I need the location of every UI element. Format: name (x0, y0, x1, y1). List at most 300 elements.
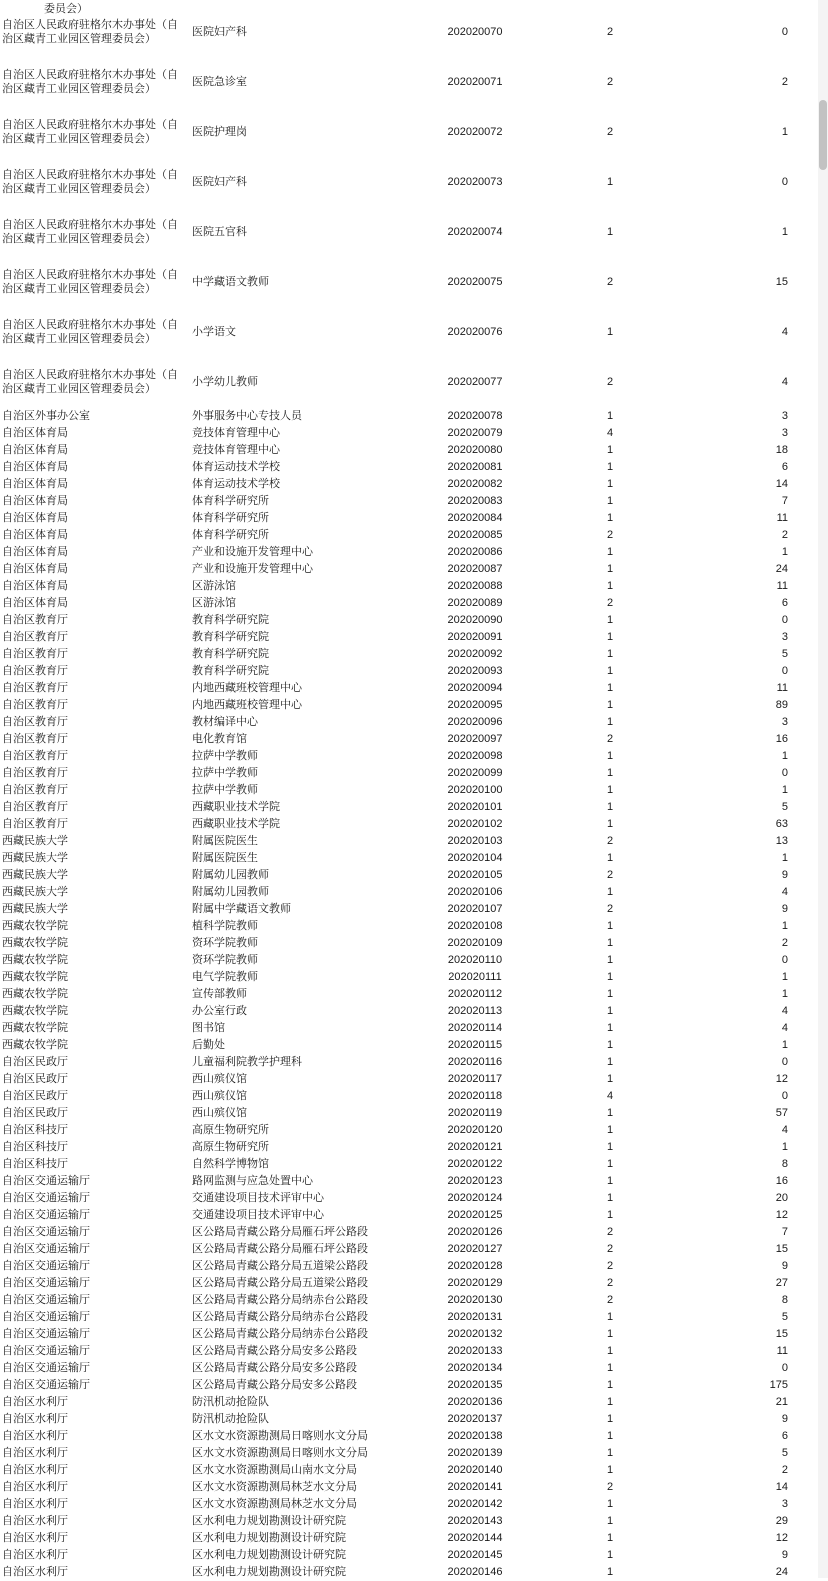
table-row (0, 1309, 790, 1326)
cell-plan: 2 (606, 596, 614, 609)
cell-code: 202020070 (447, 26, 503, 39)
cell-post: 教育科学研究院 (192, 613, 269, 626)
cell-plan: 2 (606, 1293, 614, 1306)
cell-apply: 0 (781, 953, 788, 966)
cell-unit: 西藏农牧学院 (2, 970, 68, 983)
table-row (0, 1411, 790, 1428)
table-row (0, 1547, 790, 1564)
cell-unit: 自治区教育厅 (2, 783, 68, 796)
cell-unit: 自治区教育厅 (2, 749, 68, 762)
table-row (0, 578, 790, 595)
cell-unit: 自治区教育厅 (2, 766, 68, 779)
cell-post: 高原生物研究所 (192, 1140, 269, 1153)
cell-unit: 西藏农牧学院 (2, 953, 68, 966)
cell-code: 202020105 (447, 868, 503, 881)
cell-plan: 2 (606, 902, 614, 915)
cell-apply: 7 (781, 1225, 788, 1238)
cell-code: 202020127 (447, 1242, 503, 1255)
cell-unit: 自治区水利厅 (2, 1514, 68, 1527)
cell-post: 医院五官科 (192, 226, 247, 239)
cell-unit: 西藏农牧学院 (2, 936, 68, 949)
cell-apply: 9 (781, 902, 788, 915)
cell-post: 区水文水资源勘测局日喀则水文分局 (192, 1446, 368, 1459)
cell-plan: 1 (606, 749, 614, 762)
cell-apply: 4 (781, 1123, 788, 1136)
cell-code: 202020144 (447, 1531, 503, 1544)
table-row (0, 493, 790, 510)
cell-code: 202020109 (447, 936, 503, 949)
cell-plan: 1 (606, 1429, 614, 1442)
cell-code: 202020124 (447, 1191, 503, 1204)
cell-unit: 自治区交通运输厅 (2, 1225, 90, 1238)
cell-code: 202020091 (447, 630, 503, 643)
table-row (0, 918, 790, 935)
table-row (0, 527, 790, 544)
cell-apply: 8 (781, 1157, 788, 1170)
table-row (0, 935, 790, 952)
cell-unit: 自治区体育局 (2, 511, 68, 524)
cell-post: 电气学院教师 (192, 970, 258, 983)
cell-plan: 1 (606, 953, 614, 966)
cell-apply: 1 (781, 987, 788, 1000)
cell-plan: 1 (606, 1327, 614, 1340)
cell-unit: 自治区水利厅 (2, 1446, 68, 1459)
cell-plan: 1 (606, 1021, 614, 1034)
cell-unit: 自治区交通运输厅 (2, 1344, 90, 1357)
cell-post: 区游泳馆 (192, 596, 236, 609)
table-row (0, 765, 790, 782)
table-row (0, 108, 790, 158)
cell-code: 202020142 (447, 1497, 503, 1510)
table-row (0, 510, 790, 527)
cell-plan: 2 (606, 126, 614, 139)
cell-apply: 6 (781, 596, 788, 609)
cell-apply: 3 (781, 630, 788, 643)
cell-post: 西山殡仪馆 (192, 1089, 247, 1102)
cell-plan: 1 (606, 1055, 614, 1068)
cell-code: 202020114 (447, 1021, 503, 1034)
cell-post: 医院护理岗 (192, 126, 247, 139)
cell-plan: 1 (606, 715, 614, 728)
cell-unit: 自治区交通运输厅 (2, 1361, 90, 1374)
cell-plan: 1 (606, 783, 614, 796)
cell-plan: 2 (606, 1225, 614, 1238)
cell-post: 区水利电力规划勘测设计研究院 (192, 1565, 346, 1578)
cell-plan: 1 (606, 647, 614, 660)
cell-plan: 1 (606, 1038, 614, 1051)
cell-unit: 自治区教育厅 (2, 681, 68, 694)
cell-plan: 2 (606, 76, 614, 89)
table-row (0, 629, 790, 646)
table-row (0, 969, 790, 986)
recruitment-table (0, 8, 790, 1581)
table-row (0, 544, 790, 561)
cell-unit: 自治区水利厅 (2, 1548, 68, 1561)
cell-plan: 2 (606, 376, 614, 389)
cell-apply: 1 (781, 545, 788, 558)
table-row (0, 1513, 790, 1530)
cell-unit: 自治区人民政府驻格尔木办事处（自治区藏青工业园区管理委员会） (2, 69, 178, 95)
scrollbar-thumb[interactable] (819, 100, 827, 170)
cell-apply: 1 (781, 126, 788, 139)
cell-plan: 1 (606, 1446, 614, 1459)
table-row (0, 408, 790, 425)
cell-apply: 4 (781, 376, 788, 389)
cell-unit: 自治区体育局 (2, 426, 68, 439)
cell-unit: 自治区体育局 (2, 443, 68, 456)
cell-plan: 2 (606, 1242, 614, 1255)
table-row (0, 1207, 790, 1224)
cell-code: 202020138 (447, 1429, 503, 1442)
cell-unit: 自治区教育厅 (2, 630, 68, 643)
cell-plan: 1 (606, 1514, 614, 1527)
table-row (0, 884, 790, 901)
cell-plan: 1 (606, 698, 614, 711)
cell-code: 202020086 (447, 545, 503, 558)
cell-post: 西山殡仪馆 (192, 1072, 247, 1085)
table-row (0, 1224, 790, 1241)
cell-apply: 0 (781, 766, 788, 779)
table-body (0, 8, 790, 1581)
cell-apply: 15 (775, 1242, 788, 1255)
cell-post: 区公路局青藏公路分局雁石坪公路段 (192, 1225, 368, 1238)
cell-apply: 16 (775, 1174, 788, 1187)
cell-post: 植科学院教师 (192, 919, 258, 932)
cell-unit: 自治区交通运输厅 (2, 1378, 90, 1391)
cell-unit: 自治区体育局 (2, 562, 68, 575)
cell-apply: 2 (781, 1463, 788, 1476)
cell-plan: 1 (606, 664, 614, 677)
cell-post: 区水利电力规划勘测设计研究院 (192, 1531, 346, 1544)
cell-post: 区公路局青藏公路分局纳赤台公路段 (192, 1310, 368, 1323)
cell-code: 202020125 (447, 1208, 503, 1221)
cell-unit: 自治区人民政府驻格尔木办事处（自治区藏青工业园区管理委员会） (2, 319, 178, 345)
cell-apply: 14 (775, 1480, 788, 1493)
cell-post: 内地西藏班校管理中心 (192, 698, 302, 711)
vertical-scrollbar[interactable] (818, 0, 828, 1578)
table-row (0, 612, 790, 629)
table-row (0, 1190, 790, 1207)
cell-post: 交通建设项目技术评审中心 (192, 1191, 324, 1204)
table-row (0, 663, 790, 680)
cell-code: 202020083 (447, 494, 503, 507)
cell-plan: 1 (606, 1531, 614, 1544)
cell-apply: 11 (776, 681, 788, 694)
cell-plan: 1 (606, 1361, 614, 1374)
cell-plan: 2 (606, 834, 614, 847)
cell-apply: 12 (775, 1531, 788, 1544)
cell-plan: 1 (606, 545, 614, 558)
cell-unit: 西藏农牧学院 (2, 1038, 68, 1051)
cell-unit: 自治区交通运输厅 (2, 1191, 90, 1204)
cell-post: 体育科学研究所 (192, 494, 269, 507)
cell-plan: 1 (606, 1106, 614, 1119)
cell-code: 202020073 (447, 176, 503, 189)
cell-code: 202020080 (447, 443, 503, 456)
table-row (0, 425, 790, 442)
cell-unit: 自治区水利厅 (2, 1565, 68, 1578)
cell-code: 202020079 (447, 426, 503, 439)
table-row (0, 1037, 790, 1054)
cell-plan: 1 (606, 800, 614, 813)
cell-post: 资环学院教师 (192, 953, 258, 966)
table-row (0, 1326, 790, 1343)
cell-code: 202020094 (447, 681, 503, 694)
cell-unit: 自治区人民政府驻格尔木办事处（自治区藏青工业园区管理委员会） (2, 269, 178, 295)
table-row (0, 595, 790, 612)
cell-apply: 15 (775, 276, 788, 289)
cell-apply: 3 (781, 426, 788, 439)
cell-code: 202020108 (447, 919, 503, 932)
cell-code: 202020074 (447, 226, 503, 239)
cell-plan: 1 (606, 970, 614, 983)
cell-code: 202020100 (447, 783, 503, 796)
cell-unit: 西藏民族大学 (2, 851, 68, 864)
cell-code: 202020132 (447, 1327, 503, 1340)
cell-post: 高原生物研究所 (192, 1123, 269, 1136)
cell-plan: 1 (606, 1378, 614, 1391)
cell-code: 202020119 (447, 1106, 503, 1119)
cell-plan: 1 (606, 579, 614, 592)
cell-plan: 1 (606, 511, 614, 524)
table-row (0, 1139, 790, 1156)
table-row (0, 1258, 790, 1275)
table-row (0, 1173, 790, 1190)
cell-post: 教育科学研究院 (192, 647, 269, 660)
cell-apply: 29 (775, 1514, 788, 1527)
cell-unit: 西藏农牧学院 (2, 1021, 68, 1034)
cell-code: 202020098 (447, 749, 503, 762)
cell-unit: 自治区教育厅 (2, 698, 68, 711)
cell-post: 体育运动技术学校 (192, 460, 280, 473)
cell-unit: 自治区水利厅 (2, 1531, 68, 1544)
cell-code: 202020141 (447, 1480, 503, 1493)
cell-code: 202020121 (447, 1140, 503, 1153)
cell-apply: 1 (781, 851, 788, 864)
cell-code: 202020099 (447, 766, 503, 779)
cell-plan: 1 (606, 1463, 614, 1476)
table-row (0, 1445, 790, 1462)
cell-post: 教材编译中心 (192, 715, 258, 728)
cell-post: 教育科学研究院 (192, 664, 269, 677)
cell-plan: 1 (606, 443, 614, 456)
table-row (0, 1275, 790, 1292)
cell-plan: 1 (606, 630, 614, 643)
cell-plan: 1 (606, 176, 614, 189)
table-row (0, 1241, 790, 1258)
cell-post: 竞技体育管理中心 (192, 426, 280, 439)
cell-apply: 11 (776, 1344, 788, 1357)
cell-apply: 0 (781, 1089, 788, 1102)
table-row (0, 476, 790, 493)
table-row (0, 1360, 790, 1377)
cell-post: 拉萨中学教师 (192, 766, 258, 779)
cell-post: 医院妇产科 (192, 26, 247, 39)
cell-plan: 1 (606, 936, 614, 949)
clipped-row-continuation: 委员会） (44, 3, 88, 15)
cell-code: 202020134 (447, 1361, 503, 1374)
cell-apply: 18 (775, 443, 788, 456)
cell-unit: 自治区交通运输厅 (2, 1174, 90, 1187)
cell-unit: 自治区交通运输厅 (2, 1327, 90, 1340)
cell-apply: 7 (781, 494, 788, 507)
cell-apply: 3 (781, 715, 788, 728)
cell-apply: 1 (781, 919, 788, 932)
cell-apply: 1 (781, 783, 788, 796)
cell-plan: 1 (606, 1395, 614, 1408)
cell-unit: 自治区人民政府驻格尔木办事处（自治区藏青工业园区管理委员会） (2, 369, 178, 395)
table-row (0, 1088, 790, 1105)
cell-plan: 1 (606, 1344, 614, 1357)
cell-plan: 2 (606, 732, 614, 745)
cell-apply: 1 (781, 749, 788, 762)
cell-unit: 自治区体育局 (2, 528, 68, 541)
cell-unit: 自治区交通运输厅 (2, 1242, 90, 1255)
table-row (0, 1071, 790, 1088)
cell-unit: 自治区水利厅 (2, 1395, 68, 1408)
cell-code: 202020145 (447, 1548, 503, 1561)
cell-post: 资环学院教师 (192, 936, 258, 949)
table-row (0, 901, 790, 918)
cell-post: 后勤处 (192, 1038, 225, 1051)
cell-plan: 1 (606, 987, 614, 1000)
cell-unit: 西藏农牧学院 (2, 919, 68, 932)
cell-plan: 2 (606, 276, 614, 289)
table-row (0, 748, 790, 765)
table-row (0, 1394, 790, 1411)
cell-apply: 89 (775, 698, 788, 711)
cell-unit: 西藏农牧学院 (2, 987, 68, 1000)
cell-apply: 1 (781, 1140, 788, 1153)
cell-unit: 自治区人民政府驻格尔木办事处（自治区藏青工业园区管理委员会） (2, 169, 178, 195)
cell-post: 小学语文 (192, 326, 236, 339)
cell-plan: 1 (606, 1208, 614, 1221)
cell-apply: 21 (775, 1395, 788, 1408)
cell-apply: 0 (781, 1361, 788, 1374)
table-row (0, 1479, 790, 1496)
table-row (0, 258, 790, 308)
cell-code: 202020084 (447, 511, 503, 524)
cell-unit: 自治区外事办公室 (2, 409, 90, 422)
cell-code: 202020101 (447, 800, 503, 813)
cell-post: 附属幼儿园教师 (192, 868, 269, 881)
table-row (0, 442, 790, 459)
table-row (0, 1292, 790, 1309)
cell-unit: 自治区体育局 (2, 460, 68, 473)
cell-unit: 自治区体育局 (2, 494, 68, 507)
cell-apply: 1 (781, 1038, 788, 1051)
cell-post: 拉萨中学教师 (192, 783, 258, 796)
cell-post: 小学幼儿教师 (192, 376, 258, 389)
cell-apply: 6 (781, 460, 788, 473)
table-row (0, 1105, 790, 1122)
cell-apply: 13 (775, 834, 788, 847)
cell-apply: 0 (781, 664, 788, 677)
cell-unit: 自治区交通运输厅 (2, 1293, 90, 1306)
cell-post: 体育科学研究所 (192, 528, 269, 541)
cell-post: 区公路局青藏公路分局五道梁公路段 (192, 1259, 368, 1272)
cell-apply: 24 (775, 562, 788, 575)
cell-plan: 1 (606, 851, 614, 864)
cell-plan: 1 (606, 1548, 614, 1561)
cell-code: 202020071 (447, 76, 503, 89)
cell-post: 区水文水资源勘测局日喀则水文分局 (192, 1429, 368, 1442)
cell-post: 区水文水资源勘测局林芝水文分局 (192, 1480, 357, 1493)
cell-apply: 2 (781, 528, 788, 541)
table-row (0, 867, 790, 884)
cell-plan: 1 (606, 562, 614, 575)
cell-code: 202020111 (448, 970, 502, 983)
cell-unit: 自治区交通运输厅 (2, 1259, 90, 1272)
cell-apply: 4 (781, 1004, 788, 1017)
cell-post: 区公路局青藏公路分局安多公路段 (192, 1361, 357, 1374)
cell-apply: 2 (781, 76, 788, 89)
cell-code: 202020131 (447, 1310, 503, 1323)
cell-apply: 3 (781, 409, 788, 422)
cell-unit: 自治区人民政府驻格尔木办事处（自治区藏青工业园区管理委员会） (2, 219, 178, 245)
table-row (0, 952, 790, 969)
table-row (0, 208, 790, 258)
table-row (0, 1054, 790, 1071)
cell-code: 202020078 (447, 409, 503, 422)
cell-code: 202020129 (447, 1276, 503, 1289)
cell-plan: 1 (606, 1497, 614, 1510)
cell-plan: 1 (606, 1140, 614, 1153)
cell-post: 图书馆 (192, 1021, 225, 1034)
cell-code: 202020093 (447, 664, 503, 677)
cell-code: 202020095 (447, 698, 503, 711)
table-row (0, 1343, 790, 1360)
table-row (0, 714, 790, 731)
cell-plan: 4 (606, 1089, 614, 1102)
cell-plan: 2 (606, 1480, 614, 1493)
cell-code: 202020088 (447, 579, 503, 592)
cell-code: 202020126 (447, 1225, 503, 1238)
table-row (0, 1156, 790, 1173)
table-row (0, 1428, 790, 1445)
cell-unit: 自治区教育厅 (2, 817, 68, 830)
table-row (0, 1462, 790, 1479)
cell-unit: 自治区教育厅 (2, 715, 68, 728)
cell-plan: 1 (606, 1174, 614, 1187)
cell-post: 西山殡仪馆 (192, 1106, 247, 1119)
cell-code: 202020089 (447, 596, 503, 609)
table-row (0, 308, 790, 358)
cell-post: 区公路局青藏公路分局五道梁公路段 (192, 1276, 368, 1289)
cell-unit: 自治区水利厅 (2, 1497, 68, 1510)
cell-post: 自然科学博物馆 (192, 1157, 269, 1170)
table-row (0, 8, 790, 58)
cell-apply: 16 (775, 732, 788, 745)
cell-post: 附属医院医生 (192, 851, 258, 864)
cell-code: 202020133 (447, 1344, 503, 1357)
cell-plan: 2 (606, 868, 614, 881)
table-row (0, 1530, 790, 1547)
cell-post: 体育运动技术学校 (192, 477, 280, 490)
table-row (0, 158, 790, 208)
table-row (0, 1496, 790, 1513)
cell-post: 儿童福利院教学护理科 (192, 1055, 302, 1068)
cell-unit: 西藏农牧学院 (2, 1004, 68, 1017)
cell-code: 202020135 (447, 1378, 503, 1391)
cell-code: 202020140 (447, 1463, 503, 1476)
table-row (0, 697, 790, 714)
cell-code: 202020122 (447, 1157, 503, 1170)
cell-unit: 自治区交通运输厅 (2, 1276, 90, 1289)
cell-apply: 3 (781, 1497, 788, 1510)
table-row (0, 850, 790, 867)
cell-code: 202020103 (447, 834, 503, 847)
